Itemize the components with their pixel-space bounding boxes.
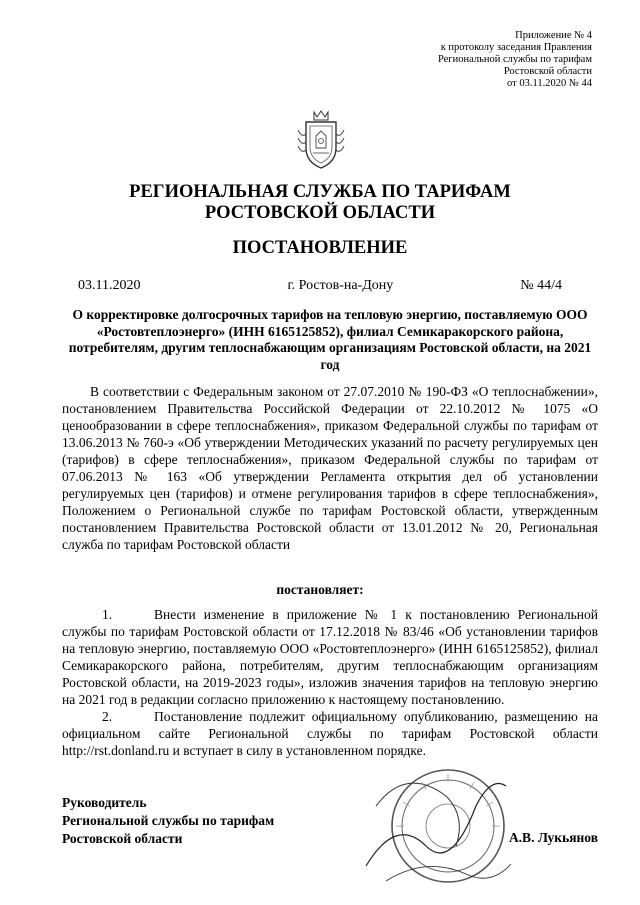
document-type: ПОСТАНОВЛЕНИЕ <box>232 238 408 258</box>
list-item <box>62 606 598 708</box>
signatory-title-line: Региональной службы по тарифам <box>62 813 275 828</box>
annex-line: Ростовской области <box>503 66 592 77</box>
org-name-line: РОСТОВСКОЙ ОБЛАСТИ <box>204 203 436 223</box>
resolution-items <box>62 606 598 759</box>
annex-line: от 03.11.2020 № 44 <box>507 78 592 89</box>
document-number: № 44/4 <box>520 278 562 293</box>
annex-line: Приложение № 4 <box>515 30 592 41</box>
annex-line: к протоколу заседания Правления <box>440 42 592 53</box>
round-seal-icon <box>356 746 516 896</box>
item-number: 2. <box>102 709 113 724</box>
preamble-paragraph: В соответствии с Федеральным законом от 27.07.2010 № 190-ФЗ «О теплоснабжении», постановлением Правительства Российской Федерации от 22.10.2012 № 1075 «О ценообразовании в сфере теплоснабжения», приказом Федеральной службы по тарифам от 13.06.2013 № 760-э «Об утверждении Методических указаний по расчету регулируемых цен (тарифов) в сфере теплоснабжения», приказом Федеральной службы по тарифам от 07.06.2013 № 163 «Об утверждении Регламента открытия дел об установлении регулируемых цен (тарифов) и отмене регулирования тарифов в сфере теплоснабжения», Положением о Региональной службе по тарифам Ростовской области, утвержденным постановлением Правительства Ростовской области от 13.01.2012 № 20, Региональная служба по тарифам Ростовской области <box>62 384 598 552</box>
signatory-title-line: Руководитель <box>62 795 147 810</box>
signatory-title-line: Ростовской области <box>62 831 183 846</box>
document-city: г. Ростов-на-Дону <box>287 278 394 293</box>
coat-of-arms-icon <box>296 108 346 170</box>
issuing-authority <box>0 182 640 224</box>
document-date: 03.11.2020 <box>78 278 141 293</box>
item-text: Постановление подлежит официальному опубликованию, размещению на официальном сайте Региональной службы по тарифам Ростовской области http://rst.donland.ru и вступает в силу в установленном порядке. <box>62 709 598 758</box>
item-number: 1. <box>102 607 113 622</box>
signatory-name: А.В. Лукьянов <box>508 830 598 845</box>
document-meta <box>78 278 562 294</box>
document-subject: О корректировке долгосрочных тарифов на тепловую энергию, поставляемую ООО «Ростовтеплоэнерго» (ИНН 6165125852), филиал Семикаракорского района, потребителям, другим теплоснабжающим организациям Ростовской области, на 2021 год <box>68 307 592 372</box>
annex-reference <box>438 30 592 90</box>
item-text: Внести изменение в приложение № 1 к постановлению Региональной службы по тарифам Ростовской области от 17.12.2018 № 83/46 «Об установлении тарифов на тепловую энергию, поставляемую ООО «Ростовтеплоэнерго» (ИНН 6165125852), филиал Семикаракорского района, потребителям, другим теплоснабжающим организациям Ростовской области, на 2019-2023 годы», изложив значения тарифов на тепловую энергию на 2021 год в редакции согласно приложению к настоящему постановлению. <box>62 607 598 707</box>
annex-line: Региональной службы по тарифам <box>437 54 592 65</box>
list-item <box>62 708 598 759</box>
resolves-heading: постановляет: <box>276 582 364 597</box>
org-name-line: РЕГИОНАЛЬНАЯ СЛУЖБА ПО ТАРИФАМ <box>129 182 511 202</box>
signatory-title <box>62 794 274 848</box>
